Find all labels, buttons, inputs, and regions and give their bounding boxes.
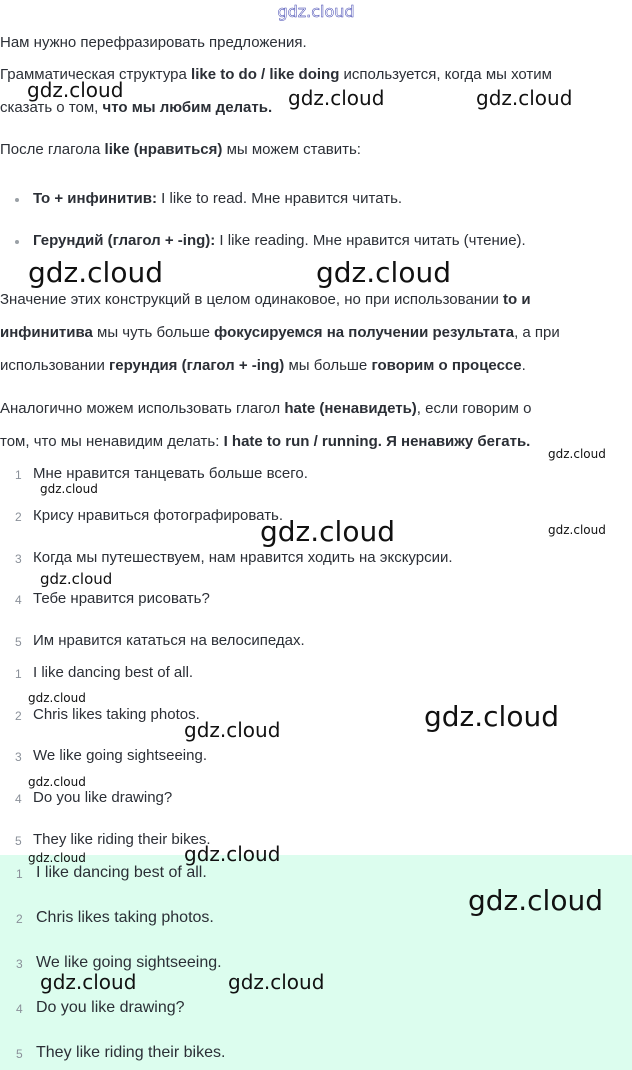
answer-number: 4 — [16, 1002, 23, 1016]
list-item: Do you like drawing? — [33, 789, 173, 806]
list-number: 2 — [15, 510, 22, 524]
watermark: gdz.cloud — [40, 970, 137, 994]
list-item: Тебе нравится рисовать? — [33, 590, 210, 607]
list-item: Когда мы путешествуем, нам нравится ходить на экскурсии. — [33, 549, 453, 566]
list-number: 3 — [15, 750, 22, 764]
answer-item: They like riding their bikes. — [36, 1044, 226, 1061]
list-number: 3 — [15, 552, 22, 566]
list-item: We like going sightseeing. — [33, 747, 207, 764]
list-item: Им нравится кататься на велосипедах. — [33, 632, 305, 649]
list-number: 4 — [15, 792, 22, 806]
meaning-line-2: инфинитива мы чуть больше фокусируемся на получении результата, а при — [0, 324, 560, 341]
watermark: gdz.cloud — [28, 851, 86, 865]
intro-line-2: Грамматическая структура like to do / like doing используется, когда мы хотим — [0, 66, 552, 83]
watermark: gdz.cloud — [40, 482, 98, 496]
meaning-line-1: Значение этих конструкций в целом одинаковое, но при использовании to и — [0, 291, 531, 308]
answer-item: Chris likes taking photos. — [36, 909, 214, 926]
watermark: gdz.cloud — [28, 256, 163, 289]
bullet-dot — [15, 198, 19, 202]
answer-item: I like dancing best of all. — [36, 864, 207, 881]
watermark: gdz.cloud — [260, 515, 395, 548]
list-item: Мне нравится танцевать больше всего. — [33, 465, 308, 482]
watermark: gdz.cloud — [228, 970, 325, 994]
answer-number: 3 — [16, 957, 23, 971]
list-number: 4 — [15, 593, 22, 607]
intro-line-3: сказать о том, что мы любим делать. — [0, 99, 273, 116]
watermark: gdz.cloud — [476, 86, 573, 110]
list-number: 1 — [15, 468, 22, 482]
list-item: I like dancing best of all. — [33, 664, 194, 681]
list-item: Крису нравиться фотографировать. — [33, 507, 284, 524]
list-item: They like riding their bikes. — [33, 831, 211, 848]
intro-line-4: После глагола like (нравиться) мы можем ставить: — [0, 141, 361, 158]
bullet-item-2: Герундий (глагол + -ing): I like reading. Мне нравится читать (чтение). — [33, 232, 526, 249]
watermark: gdz.cloud — [316, 256, 451, 289]
list-number: 1 — [15, 667, 22, 681]
answer-number: 2 — [16, 912, 23, 926]
answer-item: Do you like drawing? — [36, 999, 185, 1016]
list-number: 5 — [15, 834, 22, 848]
intro-line-1: Нам нужно перефразировать предложения. — [0, 34, 307, 51]
hate-line-2: том, что мы ненавидим делать: I hate to run / running. Я ненавижу бегать. — [0, 433, 531, 450]
watermark: gdz.cloud — [28, 691, 86, 705]
answer-number: 1 — [16, 867, 23, 881]
list-number: 2 — [15, 709, 22, 723]
watermark: gdz.cloud — [184, 718, 281, 742]
bullet-dot — [15, 240, 19, 244]
watermark: gdz.cloud — [548, 447, 606, 461]
watermark: gdz.cloud — [28, 775, 86, 789]
watermark: gdz.cloud — [288, 86, 385, 110]
hate-line-1: Аналогично можем использовать глагол hate (ненавидеть), если говорим о — [0, 400, 532, 417]
watermark: gdz.cloud — [40, 570, 113, 588]
site-watermark-top: gdz.cloud — [277, 2, 355, 21]
list-item: Chris likes taking photos. — [33, 706, 200, 723]
watermark: gdz.cloud — [424, 700, 559, 733]
watermark: gdz.cloud — [548, 523, 606, 537]
meaning-line-3: использовании герундия (глагол + -ing) мы больше говорим о процессе. — [0, 357, 526, 374]
watermark: gdz.cloud — [184, 842, 281, 866]
list-number: 5 — [15, 635, 22, 649]
bullet-item-1: To + инфинитив: I like to read. Мне нравится читать. — [33, 190, 403, 207]
answer-number: 5 — [16, 1047, 23, 1061]
watermark: gdz.cloud — [27, 78, 124, 102]
watermark: gdz.cloud — [468, 884, 603, 917]
answer-item: We like going sightseeing. — [36, 954, 222, 971]
